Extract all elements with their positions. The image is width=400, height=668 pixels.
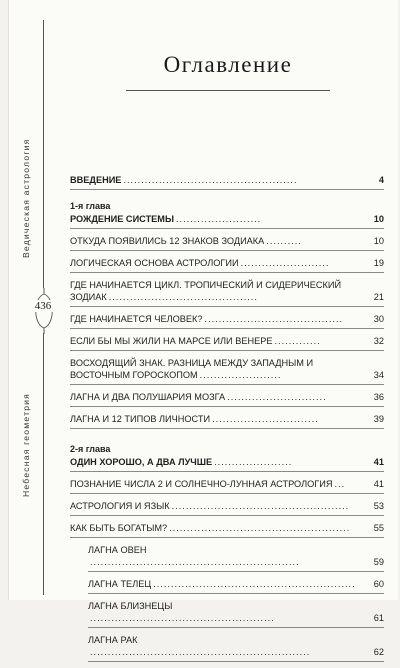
toc-entry[interactable]: ЛОГИЧЕСКАЯ ОСНОВА АСТРОЛОГИИ ......................... 19	[70, 257, 384, 273]
toc-entry-label: ЛАГНА ТЕЛЕЦ	[88, 579, 152, 589]
toc-entry[interactable]: ОТКУДА ПОЯВИЛИСЬ 12 ЗНАКОВ ЗОДИАКА .......... 10	[70, 235, 384, 251]
toc-entry[interactable]: ВОСХОДЯЩИЙ ЗНАК. РАЗНИЦА МЕЖДУ ЗАПАДНЫМ И ВОСТОЧНЫМ ГОРОСКОПОМ ....................... 34	[70, 357, 384, 385]
book-page	[8, 0, 398, 657]
toc-entry-page: 36	[373, 392, 384, 402]
toc-entry-label: ОДИН ХОРОШО, А ДВА ЛУЧШЕ	[70, 457, 213, 467]
toc-entry-label: ГДЕ НАЧИНАЕТСЯ ЧЕЛОВЕК?	[70, 314, 203, 324]
toc-entry-label: АСТРОЛОГИЯ И ЯЗЫК	[70, 501, 170, 511]
toc-entry-label: ЛАГНА И 12 ТИПОВ ЛИЧНОСТИ	[70, 414, 211, 424]
toc-entry-label: ПОЗНАНИЕ ЧИСЛА 2 И СОЛНЕЧНО-ЛУННАЯ АСТРОЛОГИЯ	[70, 479, 333, 489]
toc-entry-page: 19	[373, 258, 384, 268]
toc-entry-page: 30	[373, 314, 384, 324]
toc-entry-page: 39	[373, 414, 384, 424]
toc-entry-page: 4	[378, 175, 384, 185]
toc-entry[interactable]: ГДЕ НАЧИНАЕТСЯ ЦИКЛ. ТРОПИЧЕСКИЙ И СИДЕРИЧЕСКИЙ ЗОДИАК .......................................... 21	[70, 279, 384, 307]
toc-entry-label: ЕСЛИ БЫ МЫ ЖИЛИ НА МАРСЕ ИЛИ ВЕНЕРЕ	[70, 336, 273, 346]
toc-entry-page: 55	[373, 523, 384, 533]
toc-entry-label: ЛАГНА БЛИЗНЕЦЫ	[88, 601, 173, 611]
toc-entry-page: 62	[373, 647, 384, 657]
toc-entry-page: 61	[373, 613, 384, 623]
toc-entry[interactable]: ПОЗНАНИЕ ЧИСЛА 2 И СОЛНЕЧНО-ЛУННАЯ АСТРОЛОГИЯ ... 41	[70, 478, 384, 494]
table-of-contents	[70, 174, 384, 668]
running-head-book-title: Ведическая астрология	[21, 138, 31, 258]
toc-entry-page: 60	[373, 579, 384, 589]
toc-entry-page: 59	[373, 557, 384, 567]
page-number: 436	[26, 300, 60, 312]
toc-entry-label: ЛАГНА РАК	[88, 635, 138, 645]
toc-entry[interactable]: АСТРОЛОГИЯ И ЯЗЫК .................................................. 53	[70, 500, 384, 516]
toc-entry-intro[interactable]: ВВЕДЕНИЕ ................................................. 4	[70, 174, 384, 190]
toc-entry-page: 10	[373, 214, 384, 224]
toc-entry-label: РОЖДЕНИЕ СИСТЕМЫ	[70, 214, 174, 224]
toc-entry-label: ОТКУДА ПОЯВИЛИСЬ 12 ЗНАКОВ ЗОДИАКА	[70, 236, 265, 246]
toc-entry-page: 41	[373, 479, 384, 489]
toc-entry-page: 41	[373, 457, 384, 467]
toc-subentry[interactable]: ЛАГНА ТЕЛЕЦ ......................................................... 60	[88, 578, 384, 594]
toc-entry-page: 53	[373, 501, 384, 511]
toc-subentry[interactable]: ЛАГНА РАК.............................................................. 62	[88, 634, 384, 662]
toc-subentry[interactable]: ЛАГНА ОВЕН........................................................... 59	[88, 544, 384, 572]
toc-chapter-title[interactable]: ОДИН ХОРОШО, А ДВА ЛУЧШЕ ...................... 41	[70, 456, 384, 472]
toc-entry[interactable]: ЛАГНА И ДВА ПОЛУШАРИЯ МОЗГА ............................ 36	[70, 391, 384, 407]
toc-entry[interactable]: ЛАГНА И 12 ТИПОВ ЛИЧНОСТИ .............................. 39	[70, 413, 384, 429]
chapter-label: 1-я глава	[70, 201, 111, 211]
running-head-section: Небесная геометрия	[21, 392, 31, 498]
toc-entry-label: ГДЕ НАЧИНАЕТСЯ ЦИКЛ. ТРОПИЧЕСКИЙ И СИДЕРИЧЕСКИЙ ЗОДИАК	[70, 280, 342, 302]
toc-entry-page: 32	[373, 336, 384, 346]
toc-entry[interactable]: КАК БЫТЬ БОГАТЫМ? ................................................... 55	[70, 522, 384, 538]
toc-chapter-title[interactable]: РОЖДЕНИЕ СИСТЕМЫ ........................ 10	[70, 213, 384, 229]
toc-entry-label: ВВЕДЕНИЕ	[70, 175, 122, 185]
toc-entry-page: 34	[373, 370, 384, 380]
page-title: Оглавление	[163, 52, 293, 77]
toc-entry-page: 21	[373, 292, 384, 302]
side-rule-top	[43, 20, 44, 288]
toc-entry-label: ЛАГНА И ДВА ПОЛУШАРИЯ МОЗГА	[70, 392, 226, 402]
chapter-label: 2-я глава	[70, 444, 111, 454]
toc-entry-label: ВОСХОДЯЩИЙ ЗНАК. РАЗНИЦА МЕЖДУ ЗАПАДНЫМ И ВОСТОЧНЫМ ГОРОСКОПОМ	[70, 358, 314, 380]
toc-entry[interactable]: ГДЕ НАЧИНАЕТСЯ ЧЕЛОВЕК? ....................................... 30	[70, 313, 384, 329]
toc-entry-label: КАК БЫТЬ БОГАТЫМ?	[70, 523, 168, 533]
toc-subentry[interactable]: ЛАГНА БЛИЗНЕЦЫ.................................................... 61	[88, 600, 384, 628]
toc-entry-label: ЛАГНА ОВЕН	[88, 545, 147, 555]
toc-entry-page: 10	[373, 236, 384, 246]
title-underline	[126, 90, 330, 91]
toc-entry[interactable]: ЕСЛИ БЫ МЫ ЖИЛИ НА МАРСЕ ИЛИ ВЕНЕРЕ ............. 32	[70, 335, 384, 351]
toc-entry-label: ЛОГИЧЕСКАЯ ОСНОВА АСТРОЛОГИИ	[70, 258, 239, 268]
side-rule-bottom	[43, 333, 44, 595]
